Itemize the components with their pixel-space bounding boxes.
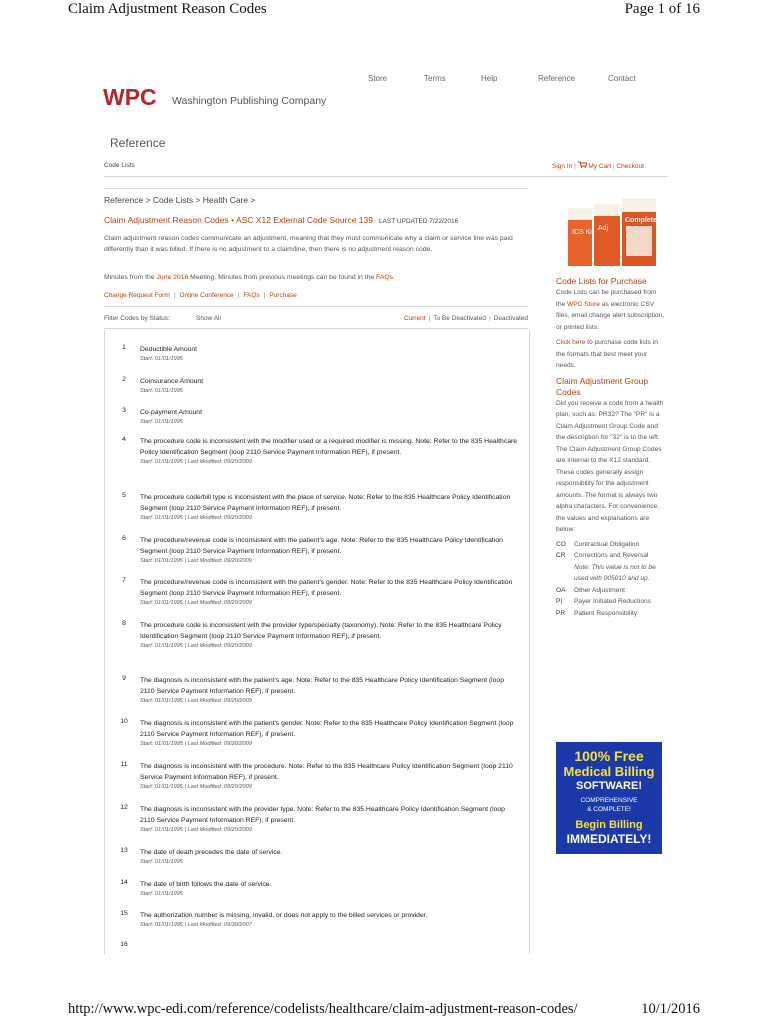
page-title (104, 215, 458, 225)
minutes-faqs-link[interactable]: FAQs (376, 274, 394, 281)
section-title: Reference (110, 136, 166, 150)
group-code-item (556, 596, 666, 608)
group-code: CO (556, 540, 566, 548)
code-dates: Start: 01/01/1995 | Last Modified: 09/20/2009 (140, 515, 252, 521)
group-code-item (556, 539, 666, 551)
group-code-label: Contractual Obligation (574, 540, 640, 548)
filter-show-all[interactable]: Show All (196, 315, 221, 322)
code-dates: Start: 01/01/1995 | Last Modified: 09/20/2009 (140, 643, 252, 649)
code-description: Coinsurance Amount (140, 378, 204, 385)
code-lists-label: Code Lists (104, 162, 135, 169)
ad-line-6: IMMEDIATELY! (566, 832, 652, 846)
code-number: 7 (122, 577, 126, 584)
purchase-text (556, 287, 666, 333)
filter-deactivated[interactable]: Deactivated (493, 315, 528, 322)
signin-link[interactable]: Sign In (552, 163, 573, 170)
filter-current[interactable]: Current (403, 315, 426, 322)
nav-store[interactable]: Store (368, 74, 388, 83)
checkout-link[interactable]: Checkout (616, 163, 644, 170)
group-code: OA (556, 586, 566, 594)
minutes-post: . (393, 274, 395, 281)
code-dates: Start: 01/01/1995 | Last Modified: 09/20/2009 (140, 741, 252, 747)
code-dates: Start: 01/01/1995 (140, 419, 183, 425)
group-codes-title: Claim Adjustment Group Codes (556, 375, 649, 397)
code-dates: Start: 01/01/1995 | Last Modified: 09/30/2007 (140, 922, 252, 928)
group-code-label: Patient Responsibility (574, 609, 638, 617)
book-label-3: Complete (625, 217, 657, 224)
code-number: 6 (122, 535, 126, 542)
code-dates: Start: 01/01/1995 (140, 891, 183, 897)
code-description: The authorization number is missing, invalid, or does not apply to the billed services or provider. (140, 912, 428, 919)
last-updated: LAST UPDATED 7/22/2016 (378, 218, 459, 225)
logo-mark-text: WPC (103, 86, 157, 108)
page-title-text: Claim Adjustment Reason Codes • ASC X12 External Code Source 139 (104, 215, 373, 225)
code-number: 16 (120, 941, 128, 948)
code-description: The date of birth follows the date of service. (140, 881, 272, 888)
group-code: PR (556, 609, 566, 617)
minutes-june-link[interactable]: June 2016 (156, 274, 189, 281)
minutes-pre: Minutes from the (104, 274, 157, 281)
code-description: The procedure/revenue code is inconsistent with the patient's gender. Note: Refer to the 835 Healthcare Policy Identification Segment (loop 2110 Service Payment Information REF), if present. (140, 579, 513, 597)
code-description: The procedure code is inconsistent with the modifier used or a required modifier is missing. Note: Refer to the 835 Healthcare Policy Identification Segment (loop 2110 Service Payment Information REF), if present. (140, 438, 518, 456)
filter-to-be-deactivated[interactable]: To Be Deactivated (433, 315, 486, 322)
ad-line-1: 100% Free (574, 748, 644, 764)
code-description: Co-payment Amount (140, 409, 202, 416)
click-here-rest: to purchase code lists in the formats that best meet your needs. (556, 339, 658, 369)
ad-line-4a: COMPREHENSIVE (580, 797, 638, 804)
code-dates: Start: 01/01/1995 | Last Modified: 09/20/2009 (140, 784, 252, 790)
medical-billing-ad[interactable] (556, 742, 662, 854)
wpc-logo[interactable] (103, 86, 326, 108)
account-sep: | (574, 163, 576, 170)
code-description: Deductible Amount (140, 346, 198, 353)
code-description: The procedure/revenue code is inconsistent with the patient's age. Note: Refer to the 835 Healthcare Policy Identification Segment (loop 2110 Service Payment Information REF), if present. (140, 537, 503, 555)
divider (104, 188, 528, 189)
breadcrumb: Reference > Code Lists > Health Care > (104, 195, 256, 205)
code-dates: Start: 01/01/1995 (140, 388, 183, 394)
group-codes-text: Did you receive a code from a health plan, such as: PR32? The "PR" is a Claim Adjustment Group Code and the description for "32" is to the left. The Claim Adjustment Group Codes are internal to the X12 standard. These codes generally assign responsibility for the adjustment amounts. The format is always two alpha characters. For convenience, the values and explanations are below: (556, 399, 664, 533)
code-description: The diagnosis is inconsistent with the procedure. Note: Refer to the 835 Healthcare Policy Identification Segment (loop 2110 Service Payment Information REF), if present. (140, 763, 513, 781)
code-number: 12 (120, 804, 128, 811)
code-number: 3 (122, 407, 126, 414)
reason-code-list (104, 330, 530, 954)
wpc-store-link[interactable]: WPC Store (567, 300, 600, 308)
nav-terms[interactable]: Terms (424, 74, 446, 83)
page-number: Page 1 of 16 (624, 1, 700, 17)
code-number: 10 (120, 718, 128, 725)
online-conference-link[interactable]: Online Conference (179, 292, 234, 299)
filter-label: Filter Codes by Status: (104, 315, 170, 322)
code-dates: Start: 01/01/1995 | Last Modified: 09/20/2009 (140, 459, 252, 465)
cart-icon[interactable] (578, 163, 587, 170)
group-code-note: Note: This value is not to be used with 005010 and up. (574, 563, 656, 582)
divider (104, 176, 668, 177)
code-description: The diagnosis is inconsistent with the patient's gender. Note: Refer to the 835 Healthcare Policy Identification Segment (loop 2110 Service Payment Information REF), if present. (140, 720, 514, 738)
minutes-mid: Meeting. Minutes from previous meetings can be found in the (188, 274, 377, 281)
page-url: http://www.wpc-edi.com/reference/codelists/healthcare/claim-adjustment-reason-codes/ (68, 1001, 578, 1017)
ad-line-5: Begin Billing (575, 819, 643, 831)
ad-line-4b: & COMPLETE! (587, 806, 631, 813)
code-dates: Start: 01/01/1995 | Last Modified: 09/20/2009 (140, 558, 252, 564)
group-code-label: Payer Initiated Reductions (574, 598, 651, 605)
code-number: 5 (122, 492, 126, 499)
ad-line-3: SOFTWARE! (576, 780, 642, 792)
code-description: The diagnosis is inconsistent with the provider type. Note: Refer to the 835 Healthcare Policy Identification Segment (loop 2110 Service Payment Information REF), if present. (140, 806, 505, 824)
faqs-link[interactable]: FAQs (243, 292, 260, 299)
code-description: The diagnosis is inconsistent with the patient's age. Note: Refer to the 835 Healthcare Policy Identification Segment (loop 2110 Service Payment Information REF), if present. (140, 677, 505, 695)
group-code-label: Corrections and Reversal (574, 552, 649, 559)
purchase-title: Code Lists for Purchase (556, 276, 647, 286)
book-label-1: ICS Kit (572, 229, 594, 236)
code-number: 11 (120, 761, 128, 768)
wpc-logo-mark (103, 86, 167, 108)
change-request-link[interactable]: Change Request Form (104, 292, 170, 299)
code-list-books-image[interactable] (564, 192, 660, 272)
nav-help[interactable]: Help (481, 74, 498, 83)
print-header (0, 0, 768, 24)
purchase-link[interactable]: Purchase (269, 292, 297, 299)
code-number: 13 (120, 847, 128, 854)
code-description: The date of death precedes the date of service. (140, 849, 283, 856)
code-number: 2 (122, 376, 126, 383)
book-label-2: Adj (598, 225, 609, 232)
intro-text: Claim adjustment reason codes communicate an adjustment, meaning that they must communicate why a claim or service line was paid differently than it was billed. If there is no adjustment to a claim/line, then there is no adjustment reason code. (104, 235, 513, 253)
code-number: 9 (122, 675, 126, 682)
group-code-item (556, 585, 666, 597)
ad-line-2: Medical Billing (563, 764, 655, 779)
filter-status-options (404, 315, 528, 322)
divider (104, 306, 528, 307)
code-description: The procedure code/bill type is inconsistent with the place of service. Note: Refer to the 835 Healthcare Policy Identification Segment (loop 2110 Service Payment Information REF), if present. (140, 494, 511, 512)
code-number: 14 (120, 879, 128, 886)
divider (104, 328, 528, 329)
account-links (552, 161, 644, 170)
group-code-label: Other Adjustment (574, 586, 625, 594)
group-code: PI (556, 598, 563, 605)
click-here-text (556, 337, 666, 372)
code-dates: Start: 01/01/1995 | Last Modified: 09/20/2009 (140, 827, 252, 833)
code-dates: Start: 01/01/1995 | Last Modified: 09/20/2009 (140, 698, 252, 704)
minutes-line (104, 274, 395, 281)
group-code-item (556, 550, 666, 585)
nav-contact[interactable]: Contact (608, 74, 636, 83)
filter-sep: | (488, 315, 491, 322)
link-sep: | (263, 292, 266, 299)
link-sep: | (173, 292, 176, 299)
cart-link[interactable]: My Cart (588, 163, 612, 170)
click-here-link[interactable]: Click here (556, 339, 586, 346)
code-number: 8 (122, 620, 126, 627)
print-footer (0, 994, 768, 1024)
purchase-text-post: as electronic CSV files, email change alert subscription, or printed lists. (556, 300, 665, 331)
print-title: Claim Adjustment Reason Codes (68, 1, 267, 17)
code-description: The procedure code is inconsistent with the provider type/specialty (taxonomy). Note: Refer to the 835 Healthcare Policy Identification Segment (loop 2110 Service Payment Information REF), if present. (140, 622, 502, 640)
code-number: 1 (122, 344, 126, 351)
group-code: CR (556, 552, 566, 559)
print-date: 10/1/2016 (641, 1001, 700, 1017)
purchase-text-pre: Code Lists can be purchased from the (556, 289, 657, 308)
purchase-panel (556, 276, 666, 619)
code-number: 15 (120, 910, 128, 917)
code-dates: Start: 01/01/1995 | Last Modified: 09/20/2009 (140, 600, 252, 606)
nav-reference[interactable]: Reference (538, 74, 575, 83)
account-sep-2: | (612, 163, 615, 170)
group-code-item (556, 608, 666, 620)
link-sep: | (237, 292, 240, 299)
group-codes-list (556, 539, 666, 620)
code-dates: Start: 01/01/1995 (140, 356, 183, 362)
code-dates: Start: 01/01/1995 (140, 859, 183, 865)
filter-sep: | (428, 315, 431, 322)
code-number: 4 (122, 436, 126, 443)
action-links (104, 292, 297, 299)
company-name: Washington Publishing Company (172, 94, 327, 107)
